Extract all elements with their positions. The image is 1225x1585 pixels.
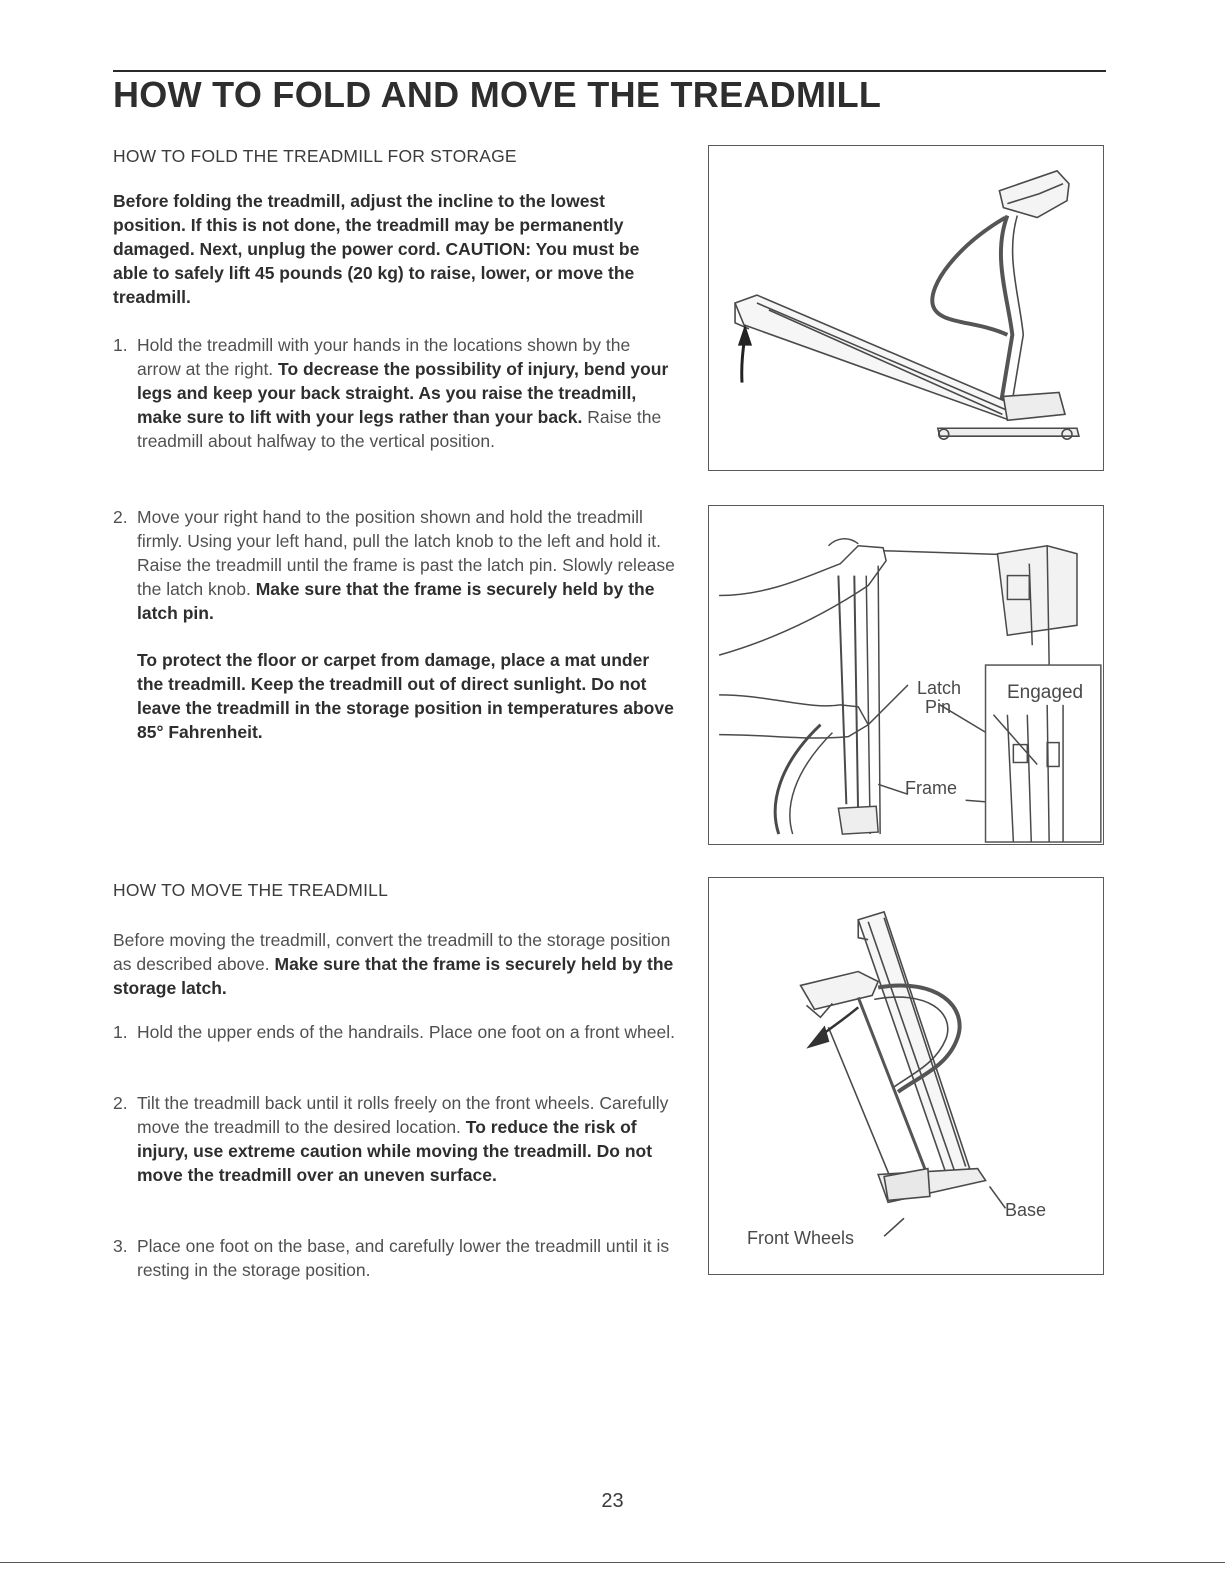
bottom-rule [0, 1562, 1225, 1563]
frame-label: Frame [905, 778, 958, 798]
step-text: Hold the treadmill with your hands in the locations shown by the arrow at the right. [137, 335, 631, 379]
move-section-heading: HOW TO MOVE THE TREADMILL [113, 880, 389, 900]
fold-note [113, 648, 678, 744]
latch-label: Latch [917, 678, 962, 698]
pin-label: Pin [925, 697, 952, 717]
step-text: Hold the upper ends of the handrails. Place one foot on a front wheel. [137, 1022, 675, 1042]
step-number: 1. [113, 1022, 128, 1042]
title-rule [113, 70, 1106, 72]
base-label: Base [1005, 1200, 1047, 1220]
engaged-label: Engaged [1007, 682, 1084, 703]
step-number: 3. [113, 1236, 128, 1256]
storage-note: To protect the floor or carpet from damage, place a mat under the treadmill. Keep the treadmill out of direct sunlight. Do not leave the treadmill in the storage position in temperatures above 85° Fahrenheit. [137, 650, 674, 742]
step-number: 2. [113, 507, 128, 527]
move-intro-warning: Make sure that the frame is securely held by the storage latch. [113, 954, 674, 998]
fold-intro-text: Before folding the treadmill, adjust the incline to the lowest position. If this is not done, the treadmill may be permanently damaged. Next, unplug the power cord. CAUTION: You must be able to safely lift 45 pounds (20 kg) to raise, lower, or move the treadmill. [113, 191, 640, 307]
step-text: Place one foot on the base, and carefully lower the treadmill until it is resting in the storage position. [137, 1236, 670, 1280]
step-number: 1. [113, 335, 128, 355]
step-text: Tilt the treadmill back until it rolls freely on the front wheels. Carefully move the treadmill to the desired location. [137, 1093, 669, 1137]
step-text: Raise the treadmill about halfway to the vertical position. [137, 407, 662, 451]
fold-intro [113, 189, 678, 309]
move-step-2 [113, 1091, 678, 1187]
page-number: 23 [601, 1490, 624, 1512]
page-title: HOW TO FOLD AND MOVE THE TREADMILL [113, 74, 882, 115]
front-wheels-label: Front Wheels [747, 1228, 855, 1248]
fold-section-heading: HOW TO FOLD THE TREADMILL FOR STORAGE [113, 146, 517, 166]
figure-raise-treadmill [708, 145, 1104, 471]
treadmill-raise-illustration [709, 146, 1103, 470]
step-warning: To decrease the possibility of injury, bend your legs and keep your back straight. As you raise the treadmill, make sure to lift with your legs rather than your back. [137, 359, 669, 427]
figure-move-treadmill [708, 877, 1104, 1275]
fold-step-1 [113, 333, 678, 453]
move-step-3 [113, 1234, 678, 1282]
step-number: 2. [113, 1093, 128, 1113]
move-step-1 [113, 1020, 678, 1044]
step-warning: Make sure that the frame is securely held by the latch pin. [137, 579, 655, 623]
step-text: Move your right hand to the position shown and hold the treadmill firmly. Using your left hand, pull the latch knob to the left and hold it. Raise the treadmill until the frame is past the latch pin. Slowly release the latch knob. [137, 507, 675, 599]
move-intro-text: Before moving the treadmill, convert the treadmill to the storage position as described above. [113, 930, 671, 974]
move-intro [113, 928, 678, 1000]
step-warning: To reduce the risk of injury, use extreme caution while moving the treadmill. Do not move the treadmill over an uneven surface. [137, 1117, 653, 1185]
fold-step-2 [113, 505, 678, 625]
figure-latch [708, 505, 1104, 845]
